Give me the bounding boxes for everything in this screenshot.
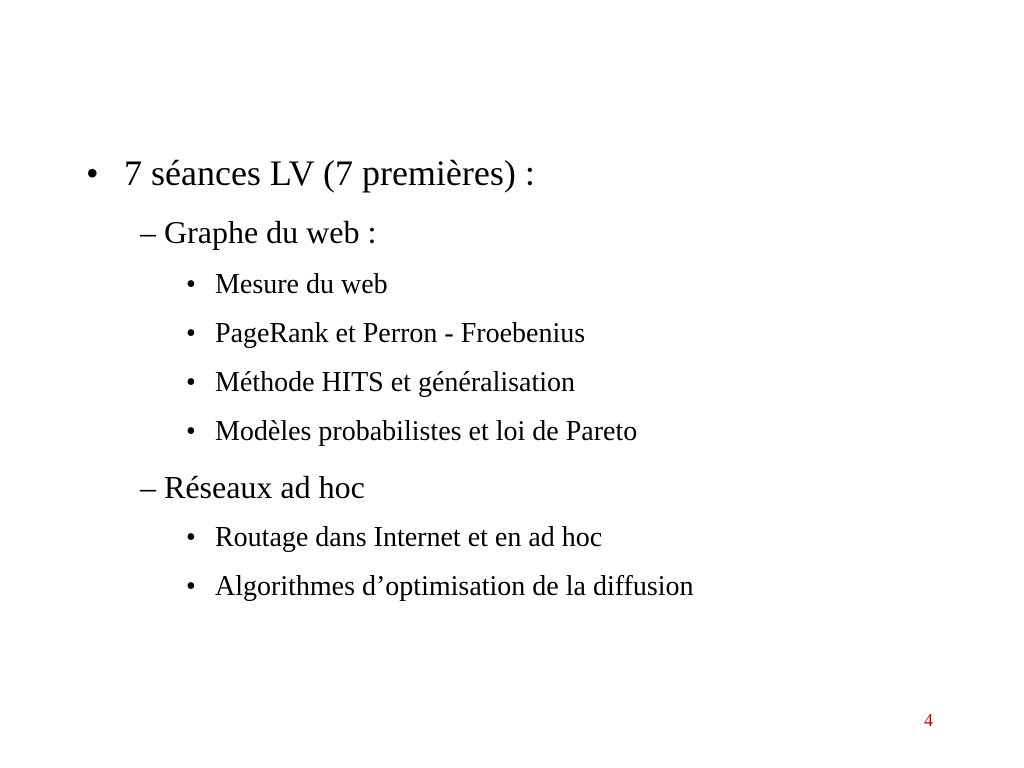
page-number: 4 xyxy=(924,710,933,730)
bullet-icon: • xyxy=(186,318,196,349)
bullet-icon: • xyxy=(186,522,196,553)
list-item-text: Mesure du web xyxy=(215,269,388,300)
list-item-text: PageRank et Perron - Froebenius xyxy=(215,318,586,349)
list-item xyxy=(186,568,694,606)
dash-icon: – xyxy=(140,469,156,505)
list-item xyxy=(186,266,388,304)
list-item-text: Algorithmes d’optimisation de la diffusion xyxy=(215,571,694,602)
list-item xyxy=(186,315,585,353)
section-title: Graphe du web : xyxy=(164,214,377,250)
dash-icon: – xyxy=(140,214,156,250)
list-item xyxy=(186,413,637,451)
bullet-icon: • xyxy=(186,269,196,300)
list-item xyxy=(186,364,575,402)
section-graphe-du-web xyxy=(140,210,376,254)
main-bullet-text: 7 séances LV (7 premières) : xyxy=(124,153,535,193)
bullet-icon: • xyxy=(186,367,196,398)
bullet-icon: • xyxy=(86,153,99,193)
list-item-text: Modèles probabilistes et loi de Pareto xyxy=(215,416,638,447)
bullet-icon: • xyxy=(186,571,196,602)
list-item-text: Méthode HITS et généralisation xyxy=(215,367,576,398)
section-title: Réseaux ad hoc xyxy=(164,469,365,505)
main-bullet-item xyxy=(86,148,535,198)
bullet-icon: • xyxy=(186,416,196,447)
list-item-text: Routage dans Internet et en ad hoc xyxy=(215,522,603,553)
section-reseaux-ad-hoc xyxy=(140,465,365,509)
list-item xyxy=(186,519,602,557)
